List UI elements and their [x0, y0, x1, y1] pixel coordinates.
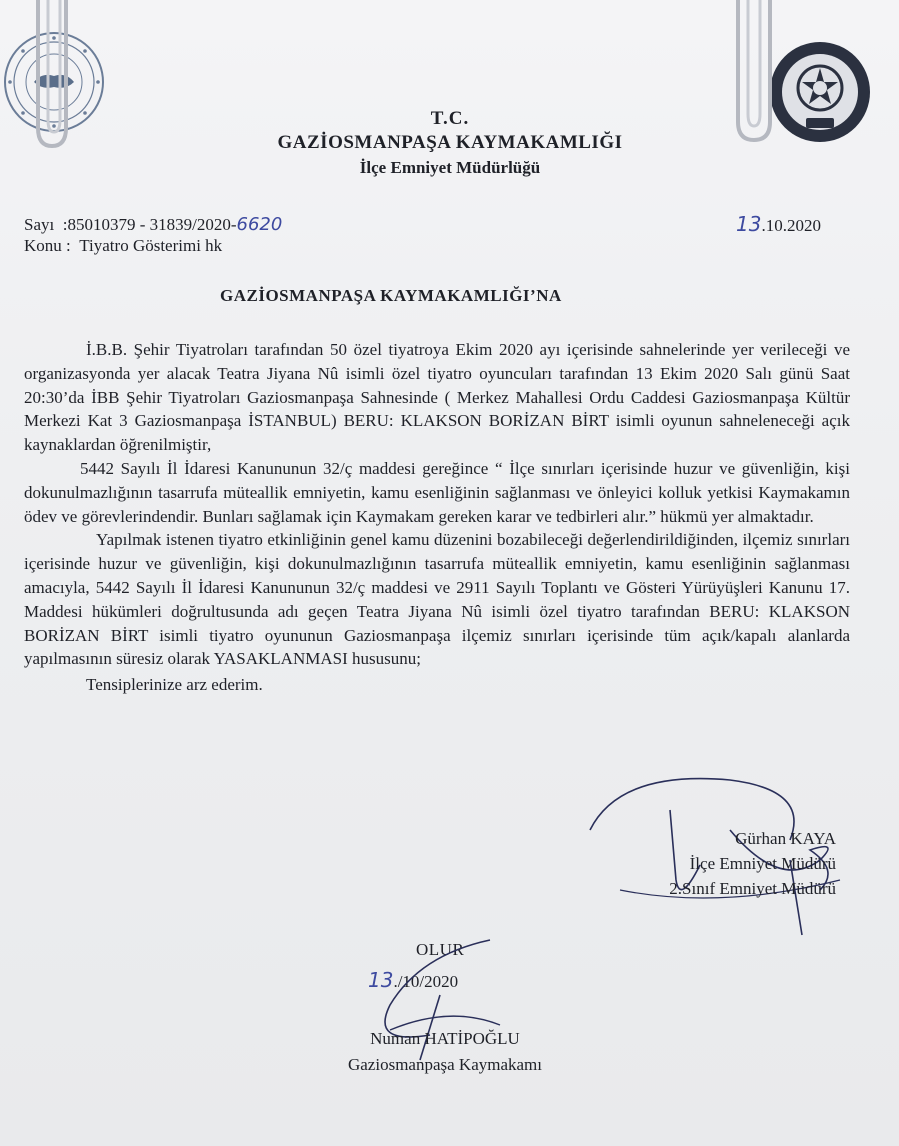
sayi-label: Sayı — [24, 215, 55, 234]
addressee: GAZİOSMANPAŞA KAYMAKAMLIĞI’NA — [220, 286, 562, 305]
date-handwritten-day: 13 — [736, 212, 762, 236]
header-tc: T.C. — [430, 108, 470, 129]
governor-title: Gaziosmanpaşa Kaymakamı — [347, 1055, 542, 1074]
sayi-handwritten: 6620 — [236, 214, 283, 235]
approval-handwritten-day: 13 — [368, 968, 394, 992]
subject-line — [24, 236, 222, 256]
header-department: İlçe Emniyet Müdürlüğü — [359, 158, 541, 177]
police-chief-name: Gürhan KAYA — [735, 829, 836, 848]
paragraph-2: 5442 Sayılı İl İdaresi Kanununun 32/ç maddesi gereğince “ İlçe sınırları içerisinde huzur ve güvenliğin, kişi dokunulmazlığının tasarrufa müteallik emniyetin, kamu esenliğinin sağlanması ve önleyici kolluk yetkisi Kaymakamın ödev ve görevlerindendir. Bunları sağlamak için Kaymakam gereken karar ve tedbirleri alır.” hükmü yer almaktadır. — [24, 458, 850, 526]
letter-body — [24, 338, 850, 697]
approval-date-rest: ./10/2020 — [393, 972, 459, 991]
police-chief-rank: 2.Sınıf Emniyet Müdürü — [669, 879, 836, 898]
paragraph-3: Yapılmak istenen tiyatro etkinliğinin genel kamu düzenini bozabileceği değerlendirildiğinden, ilçemiz sınırları içerisinde huzur ve güvenliğin, kişi dokunulmazlığının tasarrufa müteallik emniyetin, kamu esenliğinin sağlanması amacıyla, 5442 Sayılı İl İdaresi Kanununun 32/ç maddesi ve 2911 Sayılı Toplantı ve Gösteri Yürüyüşleri Kanunu 17. Maddesi hükümleri doğrultusunda adı geçen Teatra Jiyana Nû isimli özel tiyatro tarafından BERU: KLAKSON BORİZAN BİRT isimli tiyatro oyununun Gaziosmanpaşa ilçemiz sınırları içerisinde tüm açık/kapalı alanlarda yapılmasının süresiz olarak YASAKLANMASI hususunu; — [24, 530, 850, 669]
police-chief-title: İlçe Emniyet Müdürü — [689, 854, 836, 873]
document-date — [736, 212, 821, 236]
konu-value: Tiyatro Gösterimi hk — [79, 236, 223, 255]
reference-number — [24, 214, 282, 235]
date-rest: .10.2020 — [761, 216, 821, 235]
header-office: GAZİOSMANPAŞA KAYMAKAMLIĞI — [277, 132, 623, 153]
konu-label: Konu : — [24, 236, 71, 255]
paragraph-1: İ.B.B. Şehir Tiyatroları tarafından 50 özel tiyatroya Ekim 2020 ayı içerisinde sahnelerinde yer verileceği ve organizasyonda yer alacak Teatra Jiyana Nû isimli özel tiyatro oyuncuları tarafından 13 Ekim 2020 Salı günü Saat 20:30’da İBB Şehir Tiyatroları Gaziosmanpaşa Sahnesinde ( Merkez Mahallesi Ordu Caddesi Gaziosmanpaşa Kültür Merkezi Kat 3 Gaziosmanpaşa İSTANBUL) BERU: KLAKSON BORİZAN BİRT isimli oyunun sahneleneceği açık kaynaklardan öğrenilmiştir, — [24, 340, 850, 455]
sayi-value: :85010379 - 31839/2020- — [62, 215, 237, 234]
paper-clip-right-icon — [726, 0, 786, 145]
governor-name: Numan HATİPOĞLU — [370, 1029, 520, 1048]
governor-block — [300, 1026, 590, 1078]
approval-label: OLUR — [416, 940, 465, 959]
paragraph-4: Tensiplerinize arz ederim. — [86, 675, 263, 695]
police-chief-block — [600, 826, 836, 901]
paper-clip-left-icon — [20, 0, 80, 150]
